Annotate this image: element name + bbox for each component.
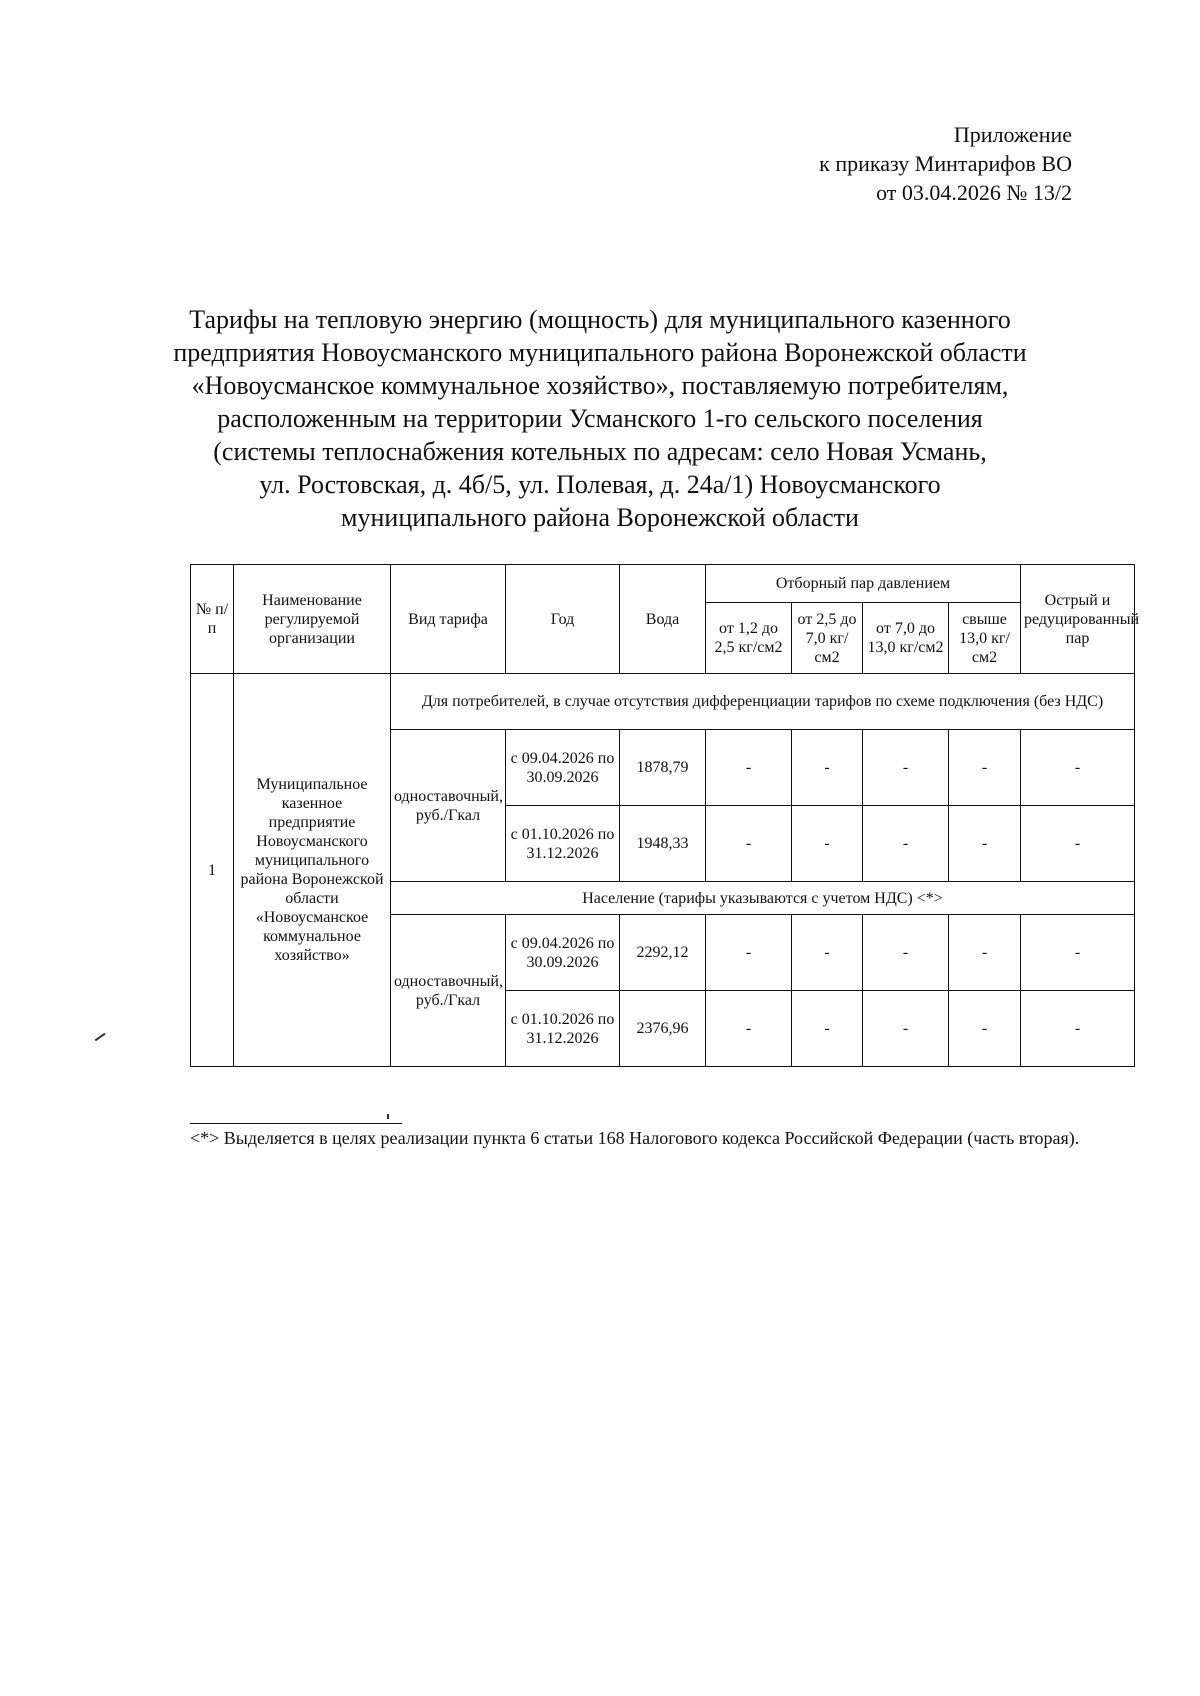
appendix-order-date: от 03.04.2026 № 13/2 (876, 180, 1072, 205)
pen-mark (95, 1033, 106, 1041)
header-tariff-type: Вид тарифа (391, 565, 506, 674)
footnote: <*> Выделяется в целях реализации пункта 6 статьи 168 Налогового кодекса Российской Федерации (часть вторая). (190, 1128, 1080, 1148)
steam-4-value: - (949, 915, 1021, 991)
appendix-label: Приложение (953, 122, 1072, 147)
title-line: муниципального района Воронежской области (341, 503, 859, 532)
steam-3-value: - (863, 991, 949, 1067)
steam-1-value: - (706, 915, 792, 991)
steam-2-value: - (792, 806, 863, 882)
row-number: 1 (191, 674, 234, 1067)
section-row (191, 674, 1135, 730)
header-org: Наименование регулируемой организации (234, 565, 391, 674)
steam-2-value: - (792, 991, 863, 1067)
steam-4-value: - (949, 991, 1021, 1067)
organization-name: Муниципальное казенное предприятие Новоусманского муниципального района Воронежской области «Новоусманское коммунальное хозяйство» (234, 674, 391, 1067)
steam-3-value: - (863, 915, 949, 991)
document-title (150, 303, 1050, 534)
steam-1-value: - (706, 991, 792, 1067)
steam-2-value: - (792, 915, 863, 991)
tariff-table (190, 564, 1140, 1067)
title-line: расположенным на территории Усманского 1-го сельского поселения (217, 404, 983, 433)
header-steam-group: Отборный пар давлением (706, 565, 1021, 603)
title-line: Тарифы на тепловую энергию (мощность) для муниципального казенного (189, 305, 1011, 334)
header-steam-1: от 1,2 до 2,5 кг/см2 (706, 603, 792, 674)
appendix-block (819, 120, 1072, 207)
tariff-type: одноставочный, руб./Гкал (391, 915, 506, 1067)
header-sharp-steam: Острый и редуцированный пар (1021, 565, 1135, 674)
title-line: ул. Ростовская, д. 4б/5, ул. Полевая, д. 24а/1) Новоусманского (259, 470, 941, 499)
steam-4-value: - (949, 806, 1021, 882)
table-header-row (191, 565, 1135, 603)
sharp-steam-value: - (1021, 915, 1135, 991)
section-heading: Население (тарифы указываются с учетом НДС) <*> (391, 882, 1135, 915)
period: с 09.04.2026 по 30.09.2026 (506, 730, 620, 806)
steam-1-value: - (706, 730, 792, 806)
steam-1-value: - (706, 806, 792, 882)
pen-mark (387, 1114, 389, 1119)
sharp-steam-value: - (1021, 991, 1135, 1067)
water-value: 2376,96 (620, 991, 706, 1067)
header-steam-4: свыше 13,0 кг/см2 (949, 603, 1021, 674)
title-line: предприятия Новоусманского муниципального района Воронежской области (173, 338, 1027, 367)
steam-2-value: - (792, 730, 863, 806)
steam-4-value: - (949, 730, 1021, 806)
header-steam-3: от 7,0 до 13,0 кг/см2 (863, 603, 949, 674)
section-heading: Для потребителей, в случае отсутствия дифференциации тарифов по схеме подключения (без НДС) (391, 674, 1135, 730)
period: с 09.04.2026 по 30.09.2026 (506, 915, 620, 991)
steam-3-value: - (863, 730, 949, 806)
title-line: «Новоусманское коммунальное хозяйство», поставляемую потребителям, (191, 371, 1009, 400)
period: с 01.10.2026 по 31.12.2026 (506, 991, 620, 1067)
header-water: Вода (620, 565, 706, 674)
tariff-type: одноставочный, руб./Гкал (391, 730, 506, 882)
sharp-steam-value: - (1021, 730, 1135, 806)
water-value: 1948,33 (620, 806, 706, 882)
water-value: 2292,12 (620, 915, 706, 991)
period: с 01.10.2026 по 31.12.2026 (506, 806, 620, 882)
header-steam-2: от 2,5 до 7,0 кг/см2 (792, 603, 863, 674)
water-value: 1878,79 (620, 730, 706, 806)
steam-3-value: - (863, 806, 949, 882)
title-line: (системы теплоснабжения котельных по адресам: село Новая Усмань, (213, 437, 987, 466)
sharp-steam-value: - (1021, 806, 1135, 882)
header-num: № п/п (191, 565, 234, 674)
appendix-order-ref: к приказу Минтарифов ВО (819, 151, 1072, 176)
footnote-separator (190, 1123, 402, 1124)
header-year: Год (506, 565, 620, 674)
